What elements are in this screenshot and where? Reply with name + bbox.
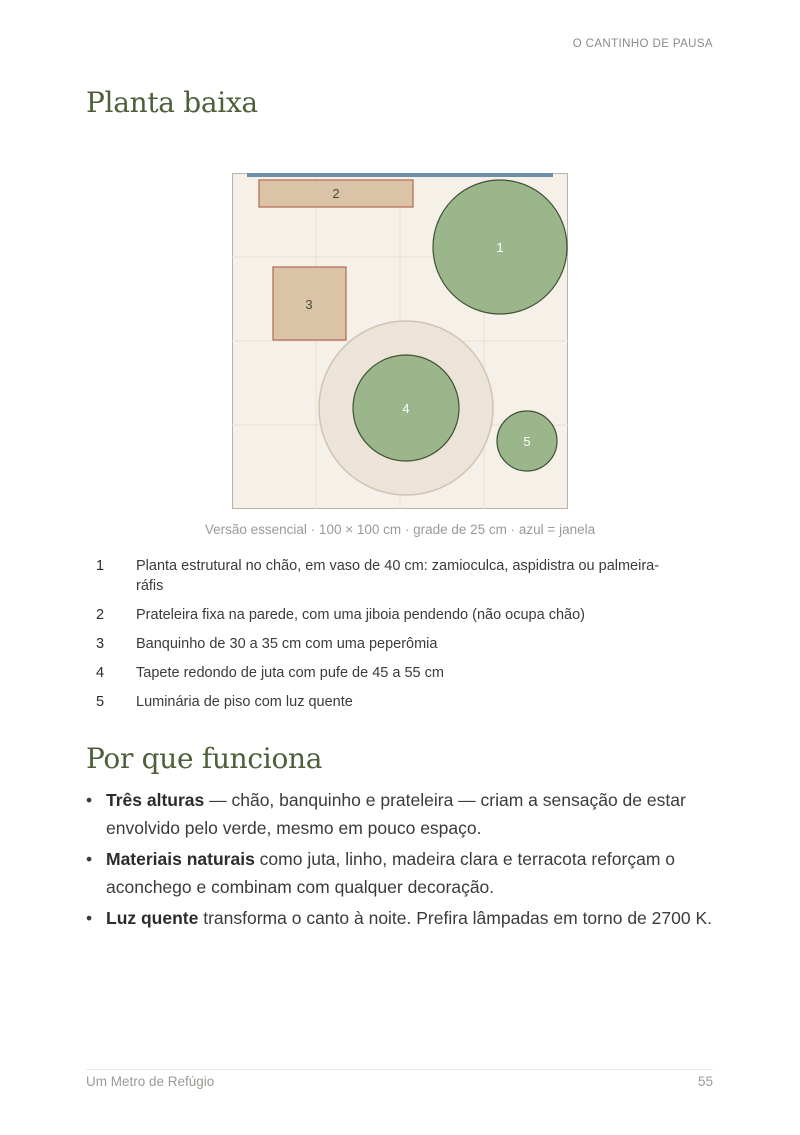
page-number: 55 xyxy=(697,1074,713,1089)
legend-number: 5 xyxy=(96,694,105,710)
reason-text: como juta, linho, madeira clara e terracota reforçam o aconchego e combinam com qualquer decoração. xyxy=(106,849,676,897)
bullet-dot: • xyxy=(86,790,93,810)
footer-book-title: Um Metro de Refúgio xyxy=(86,1074,215,1089)
reason-text: transforma o canto à noite. Prefira lâmpadas em torno de 2700 K. xyxy=(198,908,712,928)
reason-bold: Três alturas xyxy=(106,790,205,810)
item-1-label: 1 xyxy=(496,240,504,255)
legend-item xyxy=(96,692,676,712)
legend-text: Planta estrutural no chão, em vaso de 40 cm: zamioculca, aspidistra ou palmeira-ráfis xyxy=(136,558,660,594)
legend-text: Luminária de piso com luz quente xyxy=(136,694,353,710)
legend-item xyxy=(96,634,676,654)
bullet-dot: • xyxy=(86,849,93,869)
legend-number: 1 xyxy=(96,558,105,574)
legend-number: 4 xyxy=(96,665,105,681)
reason-bold: Luz quente xyxy=(106,908,199,928)
item-2-label: 2 xyxy=(332,186,340,201)
legend-number: 3 xyxy=(96,636,105,652)
window-marker xyxy=(247,173,553,177)
item-4-label: 4 xyxy=(402,401,410,416)
bullet-dot: • xyxy=(86,908,93,928)
section-title-planta: Planta baixa xyxy=(86,86,258,119)
reasons-list xyxy=(86,787,726,937)
floor-plan-svg xyxy=(232,173,568,509)
legend-list xyxy=(96,556,676,721)
reason-item xyxy=(86,846,726,901)
diagram-caption: Versão essencial · 100 × 100 cm · grade de 25 cm · azul = janela xyxy=(204,522,596,537)
legend-item xyxy=(96,663,676,683)
reason-item xyxy=(86,787,726,842)
reason-bold: Materiais naturais xyxy=(106,849,255,869)
item-3-label: 3 xyxy=(305,297,313,312)
section-title-por-que: Por que funciona xyxy=(86,742,323,775)
floor-plan-diagram xyxy=(232,173,568,509)
legend-text: Banquinho de 30 a 35 cm com uma peperômia xyxy=(136,636,438,652)
legend-number: 2 xyxy=(96,607,105,623)
legend-text: Prateleira fixa na parede, com uma jiboia pendendo (não ocupa chão) xyxy=(136,607,585,623)
running-header: O CANTINHO DE PAUSA xyxy=(572,38,713,50)
reason-text: — chão, banquinho e prateleira — criam a sensação de estar envolvido pelo verde, mesmo em pouco espaço. xyxy=(106,790,686,838)
legend-item xyxy=(96,605,676,625)
reason-item xyxy=(86,905,726,933)
legend-text: Tapete redondo de juta com pufe de 45 a 55 cm xyxy=(136,665,444,681)
legend-item xyxy=(96,556,676,596)
footer-divider xyxy=(86,1069,713,1070)
item-5-label: 5 xyxy=(523,434,531,449)
